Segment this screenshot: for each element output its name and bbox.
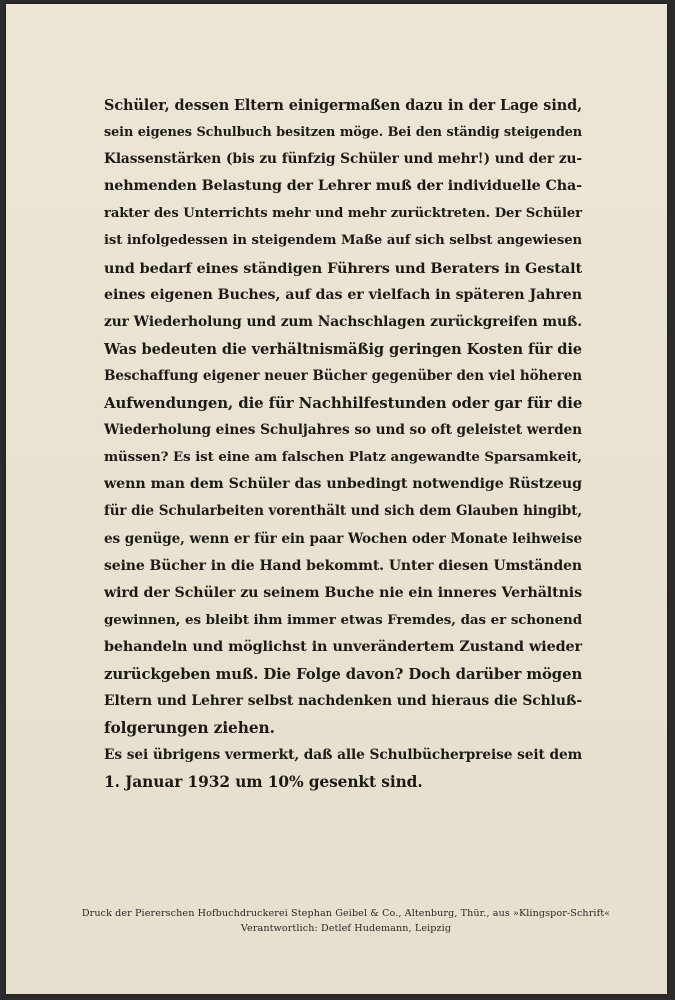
text-line: rakter des Unterrichts mehr und mehr zurücktreten. Der Schüler xyxy=(104,206,582,222)
text-line: sein eigenes Schulbuch besitzen möge. Bei den ständig steigenden xyxy=(104,125,582,141)
text-line: ist infolgedessen in steigendem Maße auf sich selbst angewiesen xyxy=(104,233,582,249)
text-line: wenn man dem Schüler das unbedingt notwendige Rüstzeug xyxy=(104,476,582,493)
text-line: Es sei übrigens vermerkt, daß alle Schulbücherpreise seit dem xyxy=(104,747,582,764)
text-line: Klassenstärken (bis zu fünfzig Schüler und mehr!) und der zu- xyxy=(104,151,582,168)
text-line: seine Bücher in die Hand bekommt. Unter diesen Umständen xyxy=(104,557,582,574)
text-line: es genüge, wenn er für ein paar Wochen oder Monate leihweise xyxy=(104,530,582,547)
text-line: zurückgeben muß. Die Folge davon? Doch darüber mögen xyxy=(104,664,583,683)
text-line: folgerungen ziehen. xyxy=(104,719,275,738)
text-line: behandeln und möglichst in unverändertem Zustand wieder xyxy=(104,638,582,655)
text-line: Beschaffung eigener neuer Bücher gegenüber den viel höheren xyxy=(104,367,582,384)
text-line: müssen? Es ist eine am falschen Platz angewandte Sparsamkeit, xyxy=(104,449,582,466)
printer-credit: Druck der Piererschen Hofbuchdruckerei Stephan Geibel & Co., Altenburg, Thür., aus »Klingspor-Schrift« xyxy=(81,908,611,919)
text-line: für die Schularbeiten vorenthält und sich dem Glauben hingibt, xyxy=(104,503,582,520)
text-line: eines eigenen Buches, auf das er vielfach in späteren Jahren xyxy=(104,286,582,303)
text-line: Eltern und Lehrer selbst nachdenken und hieraus die Schluß- xyxy=(104,693,582,710)
text-line: Aufwendungen, die für Nachhilfestunden oder gar für die xyxy=(104,394,583,413)
text-line: und bedarf eines ständigen Führers und Beraters in Gestalt xyxy=(104,259,582,277)
text-line: Was bedeuten die verhältnismäßig geringen Kosten für die xyxy=(104,340,582,358)
responsible-credit: Verantwortlich: Detlef Hudemann, Leipzig xyxy=(240,922,452,934)
document-page xyxy=(6,4,667,994)
text-line: gewinnen, es bleibt ihm immer etwas Fremdes, das er schonend xyxy=(104,611,582,628)
text-line: Wiederholung eines Schuljahres so und so oft geleistet werden xyxy=(104,422,582,439)
body-text xyxy=(104,92,582,796)
text-line: 1. Januar 1932 um 10% gesenkt sind. xyxy=(104,773,423,792)
text-line: nehmenden Belastung der Lehrer muß der individuelle Cha- xyxy=(104,178,582,195)
text-line: wird der Schüler zu seinem Buche nie ein inneres Verhältnis xyxy=(104,584,582,601)
text-line: Schüler, dessen Eltern einigermaßen dazu in der Lage sind, xyxy=(104,97,582,114)
imprint-footer xyxy=(46,907,646,936)
text-line: zur Wiederholung und zum Nachschlagen zurückgreifen muß. xyxy=(104,313,582,330)
